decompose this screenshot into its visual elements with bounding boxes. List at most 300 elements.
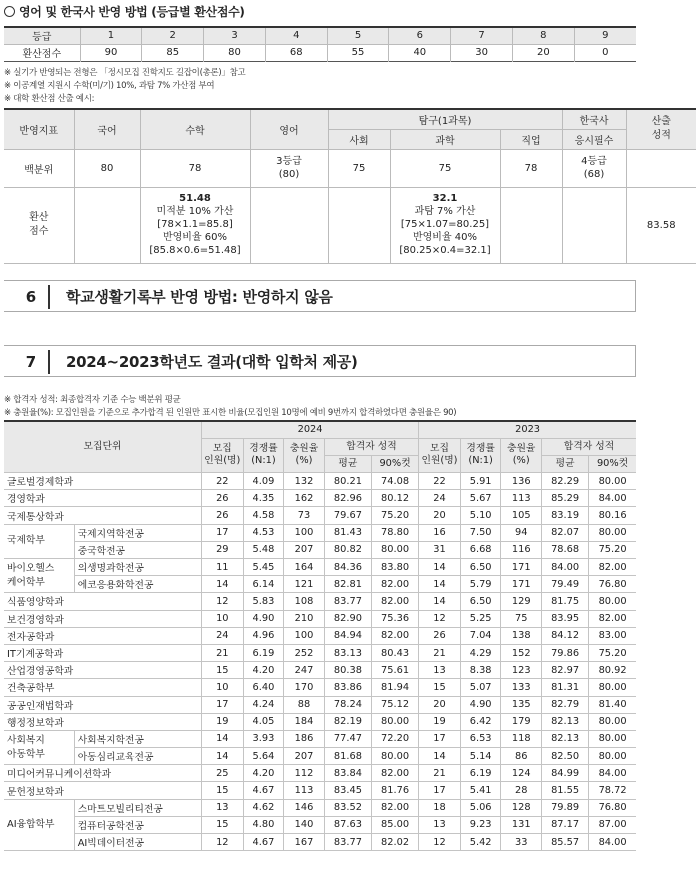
note-line: ※ 합격자 성적: 최종합격자 기준 수능 백분위 평균 bbox=[4, 395, 181, 405]
value-cell: 12 bbox=[201, 834, 243, 851]
header-unit: 모집단위 bbox=[4, 421, 201, 473]
score-cell: 55 bbox=[327, 44, 389, 61]
value-cell: 79.86 bbox=[542, 644, 589, 661]
score-cell: 30 bbox=[451, 44, 513, 61]
value-cell: 80.38 bbox=[324, 662, 371, 679]
value-cell: 78.24 bbox=[324, 696, 371, 713]
value-cell: 80.00 bbox=[589, 713, 636, 730]
grade-cell: 7 bbox=[451, 27, 513, 44]
note-line: ※ 충원율(%): 모집인원을 기준으로 추가합격 된 인원만 표시한 비율(모집인원 10명에 예비 9번까지 합격하였다면 충원율은 90) bbox=[4, 408, 457, 418]
value-cell: 82.97 bbox=[542, 662, 589, 679]
value-cell: 85.00 bbox=[371, 816, 418, 833]
value-cell: 5.06 bbox=[460, 799, 501, 816]
unit-name: 글로벌경제학과 bbox=[4, 473, 201, 490]
table-row bbox=[4, 679, 636, 696]
note-line: ※ 이공계열 지원시 수학(미/기) 10%, 과탐 7% 가산점 부여 bbox=[4, 81, 215, 91]
section-6-number: 6 bbox=[25, 288, 37, 306]
value-cell: 167 bbox=[284, 834, 325, 851]
value-cell: 210 bbox=[284, 610, 325, 627]
grade-cell: 2 bbox=[142, 27, 204, 44]
group-cell bbox=[4, 559, 74, 593]
value-cell: 6.14 bbox=[243, 576, 284, 593]
percentile-english-grade: 3등급 bbox=[276, 156, 302, 167]
percentile-label: 백분위 bbox=[4, 149, 74, 187]
table-row bbox=[4, 610, 636, 627]
table-row bbox=[4, 765, 636, 782]
value-cell: 80.92 bbox=[589, 662, 636, 679]
value-cell: 5.45 bbox=[243, 559, 284, 576]
note-line: ※ 실기가 반영되는 전형은 「정시모집 진학지도 길잡이(총론)」참고 bbox=[4, 68, 246, 78]
converted-science bbox=[390, 187, 500, 263]
unit-name: 스마트모빌리티전공 bbox=[74, 799, 201, 816]
value-cell: 152 bbox=[501, 644, 542, 661]
value-cell: 75.20 bbox=[371, 507, 418, 524]
unit-name: 전자공학과 bbox=[4, 627, 201, 644]
value-cell: 207 bbox=[284, 541, 325, 558]
score-cell: 40 bbox=[389, 44, 451, 61]
value-cell: 94 bbox=[501, 524, 542, 541]
value-cell: 131 bbox=[501, 816, 542, 833]
value-cell: 4.29 bbox=[460, 644, 501, 661]
value-cell: 10 bbox=[201, 610, 243, 627]
converted-math bbox=[140, 187, 250, 263]
value-cell: 123 bbox=[501, 662, 542, 679]
table-row bbox=[4, 730, 636, 747]
grade-cell: 8 bbox=[512, 27, 574, 44]
section-divider bbox=[48, 285, 50, 309]
value-cell: 14 bbox=[419, 593, 461, 610]
value-cell: 80.00 bbox=[371, 541, 418, 558]
value-cell: 74.08 bbox=[371, 473, 418, 490]
header-line: 충원율 bbox=[289, 443, 319, 455]
value-cell: 82.50 bbox=[542, 748, 589, 765]
value-cell: 22 bbox=[419, 473, 461, 490]
value-cell: 5.07 bbox=[460, 679, 501, 696]
calc-header-history: 한국사 bbox=[562, 109, 626, 129]
calc-header-final-line: 성적 bbox=[651, 130, 671, 142]
header-line: 모집 bbox=[212, 443, 232, 455]
value-cell: 20 bbox=[419, 507, 461, 524]
header-scores-2023: 합격자 성적 bbox=[542, 438, 637, 455]
value-cell: 170 bbox=[284, 679, 325, 696]
header-line: 인원(명) bbox=[204, 455, 241, 467]
header-comp-2023 bbox=[460, 438, 501, 472]
table-row bbox=[4, 748, 636, 765]
grade-table bbox=[4, 26, 636, 62]
value-cell: 5.91 bbox=[460, 473, 501, 490]
value-cell: 15 bbox=[201, 816, 243, 833]
value-cell: 4.20 bbox=[243, 765, 284, 782]
value-cell: 108 bbox=[284, 593, 325, 610]
value-cell: 15 bbox=[419, 679, 461, 696]
value-cell: 118 bbox=[501, 730, 542, 747]
value-cell: 12 bbox=[419, 834, 461, 851]
value-cell: 18 bbox=[419, 799, 461, 816]
value-cell: 80.00 bbox=[589, 473, 636, 490]
section-7-title: 2024~2023학년도 결과(대학 입학처 제공) bbox=[66, 353, 358, 371]
value-cell: 22 bbox=[201, 473, 243, 490]
header-year-2024: 2024 bbox=[201, 421, 418, 438]
value-cell: 19 bbox=[419, 713, 461, 730]
header-fill-2023 bbox=[501, 438, 542, 472]
results-table bbox=[4, 420, 636, 851]
value-cell: 81.76 bbox=[371, 782, 418, 799]
header-cut-2023: 90%컷 bbox=[589, 455, 636, 472]
section-7-number: 7 bbox=[25, 353, 37, 371]
value-cell: 5.25 bbox=[460, 610, 501, 627]
note-list-b bbox=[4, 393, 456, 418]
value-cell: 5.48 bbox=[243, 541, 284, 558]
value-cell: 4.62 bbox=[243, 799, 284, 816]
value-cell: 17 bbox=[201, 696, 243, 713]
unit-name: 중국학전공 bbox=[74, 541, 201, 558]
table-row bbox=[4, 473, 636, 490]
score-cell: 20 bbox=[512, 44, 574, 61]
percentile-math: 78 bbox=[140, 149, 250, 187]
value-cell: 78.80 bbox=[371, 524, 418, 541]
value-cell: 14 bbox=[419, 576, 461, 593]
unit-name: 에코응용화학전공 bbox=[74, 576, 201, 593]
value-cell: 82.00 bbox=[371, 593, 418, 610]
calc-header-final bbox=[626, 109, 696, 149]
value-cell: 25 bbox=[201, 765, 243, 782]
value-cell: 11 bbox=[201, 559, 243, 576]
converted-math-line: 미적분 10% 가산 bbox=[156, 205, 234, 217]
table-row bbox=[4, 541, 636, 558]
header-line: 경쟁률 bbox=[466, 443, 495, 455]
grade-row bbox=[4, 27, 636, 44]
header-line: (%) bbox=[512, 455, 530, 467]
value-cell: 83.80 bbox=[371, 559, 418, 576]
section-7-header bbox=[4, 345, 636, 377]
percentile-history-score: (68) bbox=[583, 169, 605, 180]
value-cell: 4.05 bbox=[243, 713, 284, 730]
converted-korean bbox=[74, 187, 140, 263]
converted-math-line: [78×1.1=85.8] bbox=[157, 218, 233, 230]
value-cell: 138 bbox=[501, 627, 542, 644]
converted-science-value: 32.1 bbox=[432, 192, 458, 204]
converted-label-line: 점수 bbox=[29, 226, 49, 237]
value-cell: 87.00 bbox=[589, 816, 636, 833]
value-cell: 80.21 bbox=[324, 473, 371, 490]
value-cell: 162 bbox=[284, 490, 325, 507]
calc-header-social: 사회 bbox=[328, 129, 390, 149]
value-cell: 85.57 bbox=[542, 834, 589, 851]
value-cell: 17 bbox=[201, 524, 243, 541]
value-cell: 132 bbox=[284, 473, 325, 490]
value-cell: 82.07 bbox=[542, 524, 589, 541]
unit-name: 식품영양학과 bbox=[4, 593, 201, 610]
value-cell: 82.00 bbox=[371, 576, 418, 593]
group-cell: 국제학부 bbox=[4, 524, 74, 558]
section-6-header bbox=[4, 280, 636, 312]
calc-header-science: 과학 bbox=[390, 129, 500, 149]
value-cell: 84.00 bbox=[589, 834, 636, 851]
grade-cell: 1 bbox=[80, 27, 142, 44]
value-cell: 29 bbox=[201, 541, 243, 558]
value-cell: 13 bbox=[419, 662, 461, 679]
value-cell: 80.82 bbox=[324, 541, 371, 558]
value-cell: 5.10 bbox=[460, 507, 501, 524]
value-cell: 82.02 bbox=[371, 834, 418, 851]
value-cell: 171 bbox=[501, 559, 542, 576]
value-cell: 6.68 bbox=[460, 541, 501, 558]
unit-name: 컴퓨터공학전공 bbox=[74, 816, 201, 833]
value-cell: 113 bbox=[501, 490, 542, 507]
value-cell: 80.00 bbox=[371, 713, 418, 730]
value-cell: 76.80 bbox=[589, 799, 636, 816]
value-cell: 252 bbox=[284, 644, 325, 661]
header-quota-2023 bbox=[419, 438, 461, 472]
value-cell: 5.42 bbox=[460, 834, 501, 851]
value-cell: 136 bbox=[501, 473, 542, 490]
value-cell: 13 bbox=[419, 816, 461, 833]
value-cell: 81.94 bbox=[371, 679, 418, 696]
table-row bbox=[4, 816, 636, 833]
unit-name: 사회복지학전공 bbox=[74, 730, 201, 747]
score-cell: 80 bbox=[204, 44, 266, 61]
value-cell: 80.00 bbox=[589, 679, 636, 696]
value-cell: 4.58 bbox=[243, 507, 284, 524]
value-cell: 31 bbox=[419, 541, 461, 558]
value-cell: 113 bbox=[284, 782, 325, 799]
value-cell: 6.19 bbox=[460, 765, 501, 782]
table-row bbox=[4, 490, 636, 507]
value-cell: 82.79 bbox=[542, 696, 589, 713]
header-line: 충원율 bbox=[507, 443, 536, 455]
value-cell: 83.95 bbox=[542, 610, 589, 627]
header-line: 경쟁률 bbox=[249, 443, 278, 455]
converted-history bbox=[562, 187, 626, 263]
value-cell: 14 bbox=[419, 748, 461, 765]
value-cell: 24 bbox=[201, 627, 243, 644]
value-cell: 10 bbox=[201, 679, 243, 696]
value-cell: 82.13 bbox=[542, 730, 589, 747]
unit-name: 공공인재법학과 bbox=[4, 696, 201, 713]
value-cell: 207 bbox=[284, 748, 325, 765]
header-line: (N:1) bbox=[251, 455, 276, 467]
value-cell: 4.20 bbox=[243, 662, 284, 679]
value-cell: 75.20 bbox=[589, 541, 636, 558]
group-cell: AI융합학부 bbox=[4, 799, 74, 851]
value-cell: 83.13 bbox=[324, 644, 371, 661]
score-cell: 85 bbox=[142, 44, 204, 61]
unit-name: 보건경영학과 bbox=[4, 610, 201, 627]
grade-cell: 3 bbox=[204, 27, 266, 44]
header-line: (%) bbox=[295, 455, 313, 467]
grade-row-label: 등급 bbox=[4, 27, 80, 44]
value-cell: 82.19 bbox=[324, 713, 371, 730]
value-cell: 15 bbox=[201, 662, 243, 679]
value-cell: 17 bbox=[419, 782, 461, 799]
value-cell: 14 bbox=[201, 576, 243, 593]
value-cell: 6.40 bbox=[243, 679, 284, 696]
value-cell: 78.68 bbox=[542, 541, 589, 558]
value-cell: 4.09 bbox=[243, 473, 284, 490]
converted-label bbox=[4, 187, 74, 263]
value-cell: 79.49 bbox=[542, 576, 589, 593]
value-cell: 82.00 bbox=[371, 627, 418, 644]
grade-cell: 4 bbox=[265, 27, 327, 44]
value-cell: 21 bbox=[419, 765, 461, 782]
table-row bbox=[4, 559, 636, 576]
table-row bbox=[4, 713, 636, 730]
converted-vocational bbox=[500, 187, 562, 263]
converted-row bbox=[4, 187, 696, 263]
header-fill-2024 bbox=[284, 438, 325, 472]
value-cell: 128 bbox=[501, 799, 542, 816]
unit-name: 의생명과학전공 bbox=[74, 559, 201, 576]
converted-math-line: 반영비율 60% bbox=[162, 231, 228, 243]
unit-name: 미디어커뮤니케이션학과 bbox=[4, 765, 201, 782]
value-cell: 17 bbox=[419, 730, 461, 747]
converted-science-line: 반영비율 40% bbox=[412, 231, 478, 243]
value-cell: 84.00 bbox=[542, 559, 589, 576]
unit-name: 문헌정보학과 bbox=[4, 782, 201, 799]
converted-science-line: 과탐 7% 가산 bbox=[414, 205, 476, 217]
group-label-line: 사회복지 bbox=[7, 734, 45, 746]
value-cell: 6.50 bbox=[460, 593, 501, 610]
value-cell: 82.29 bbox=[542, 473, 589, 490]
value-cell: 26 bbox=[419, 627, 461, 644]
value-cell: 133 bbox=[501, 679, 542, 696]
value-cell: 26 bbox=[201, 490, 243, 507]
value-cell: 76.80 bbox=[589, 576, 636, 593]
converted-social bbox=[328, 187, 390, 263]
group-label-line: 케어학부 bbox=[7, 576, 45, 588]
circle-bullet-icon bbox=[4, 6, 15, 17]
value-cell: 83.45 bbox=[324, 782, 371, 799]
grade-section-title bbox=[4, 3, 245, 20]
value-cell: 28 bbox=[501, 782, 542, 799]
value-cell: 82.00 bbox=[589, 610, 636, 627]
value-cell: 80.16 bbox=[589, 507, 636, 524]
table-row bbox=[4, 696, 636, 713]
value-cell: 82.00 bbox=[371, 765, 418, 782]
value-cell: 79.67 bbox=[324, 507, 371, 524]
percentile-final bbox=[626, 149, 696, 187]
value-cell: 83.84 bbox=[324, 765, 371, 782]
score-cell: 0 bbox=[574, 44, 636, 61]
value-cell: 84.00 bbox=[589, 765, 636, 782]
unit-name: 국제통상학과 bbox=[4, 507, 201, 524]
grade-cell: 5 bbox=[327, 27, 389, 44]
value-cell: 4.90 bbox=[460, 696, 501, 713]
value-cell: 121 bbox=[284, 576, 325, 593]
converted-label-line: 환산 bbox=[29, 212, 49, 223]
calc-header-final-line: 산출 bbox=[651, 116, 671, 128]
unit-name: 행정정보학과 bbox=[4, 713, 201, 730]
grade-cell: 9 bbox=[574, 27, 636, 44]
value-cell: 4.67 bbox=[243, 782, 284, 799]
value-cell: 88 bbox=[284, 696, 325, 713]
section-divider bbox=[48, 350, 50, 374]
calc-header-vocational: 직업 bbox=[500, 129, 562, 149]
value-cell: 21 bbox=[419, 644, 461, 661]
value-cell: 6.53 bbox=[460, 730, 501, 747]
value-cell: 82.90 bbox=[324, 610, 371, 627]
value-cell: 105 bbox=[501, 507, 542, 524]
header-line: (N:1) bbox=[468, 455, 493, 467]
table-row bbox=[4, 644, 636, 661]
value-cell: 84.36 bbox=[324, 559, 371, 576]
table-row bbox=[4, 524, 636, 541]
percentile-science: 75 bbox=[390, 149, 500, 187]
unit-name: 경영학과 bbox=[4, 490, 201, 507]
value-cell: 4.96 bbox=[243, 627, 284, 644]
unit-name: AI빅데이터전공 bbox=[74, 834, 201, 851]
value-cell: 84.12 bbox=[542, 627, 589, 644]
value-cell: 6.19 bbox=[243, 644, 284, 661]
value-cell: 75.36 bbox=[371, 610, 418, 627]
value-cell: 4.53 bbox=[243, 524, 284, 541]
group-label-line: 바이오헬스 bbox=[7, 562, 55, 574]
header-quota-2024 bbox=[201, 438, 243, 472]
value-cell: 14 bbox=[201, 748, 243, 765]
percentile-social: 75 bbox=[328, 149, 390, 187]
calc-header-math: 수학 bbox=[140, 109, 250, 149]
value-cell: 129 bbox=[501, 593, 542, 610]
value-cell: 80.00 bbox=[589, 524, 636, 541]
value-cell: 80.00 bbox=[589, 748, 636, 765]
value-cell: 135 bbox=[501, 696, 542, 713]
value-cell: 82.00 bbox=[371, 799, 418, 816]
value-cell: 179 bbox=[501, 713, 542, 730]
unit-name: 산업경영공학과 bbox=[4, 662, 201, 679]
value-cell: 80.00 bbox=[371, 748, 418, 765]
value-cell: 83.00 bbox=[589, 627, 636, 644]
unit-name: IT기계공학과 bbox=[4, 644, 201, 661]
value-cell: 13 bbox=[201, 799, 243, 816]
value-cell: 82.00 bbox=[589, 559, 636, 576]
results-body bbox=[4, 473, 636, 851]
value-cell: 5.83 bbox=[243, 593, 284, 610]
value-cell: 84.94 bbox=[324, 627, 371, 644]
table-row bbox=[4, 662, 636, 679]
calc-header-english: 영어 bbox=[250, 109, 328, 149]
value-cell: 247 bbox=[284, 662, 325, 679]
value-cell: 26 bbox=[201, 507, 243, 524]
value-cell: 171 bbox=[501, 576, 542, 593]
value-cell: 81.68 bbox=[324, 748, 371, 765]
value-cell: 4.24 bbox=[243, 696, 284, 713]
value-cell: 140 bbox=[284, 816, 325, 833]
value-cell: 81.75 bbox=[542, 593, 589, 610]
converted-english bbox=[250, 187, 328, 263]
value-cell: 75.20 bbox=[589, 644, 636, 661]
value-cell: 5.41 bbox=[460, 782, 501, 799]
table-row bbox=[4, 627, 636, 644]
value-cell: 81.31 bbox=[542, 679, 589, 696]
value-cell: 100 bbox=[284, 524, 325, 541]
value-cell: 81.40 bbox=[589, 696, 636, 713]
percentile-history bbox=[562, 149, 626, 187]
value-cell: 14 bbox=[201, 730, 243, 747]
value-cell: 7.04 bbox=[460, 627, 501, 644]
value-cell: 81.55 bbox=[542, 782, 589, 799]
value-cell: 6.42 bbox=[460, 713, 501, 730]
header-cut-2024: 90%컷 bbox=[371, 455, 418, 472]
value-cell: 6.50 bbox=[460, 559, 501, 576]
table-row bbox=[4, 593, 636, 610]
value-cell: 7.50 bbox=[460, 524, 501, 541]
header-year-2023: 2023 bbox=[419, 421, 636, 438]
value-cell: 73 bbox=[284, 507, 325, 524]
value-cell: 19 bbox=[201, 713, 243, 730]
value-cell: 87.17 bbox=[542, 816, 589, 833]
value-cell: 83.77 bbox=[324, 593, 371, 610]
calc-header-history-sub: 응시필수 bbox=[562, 129, 626, 149]
